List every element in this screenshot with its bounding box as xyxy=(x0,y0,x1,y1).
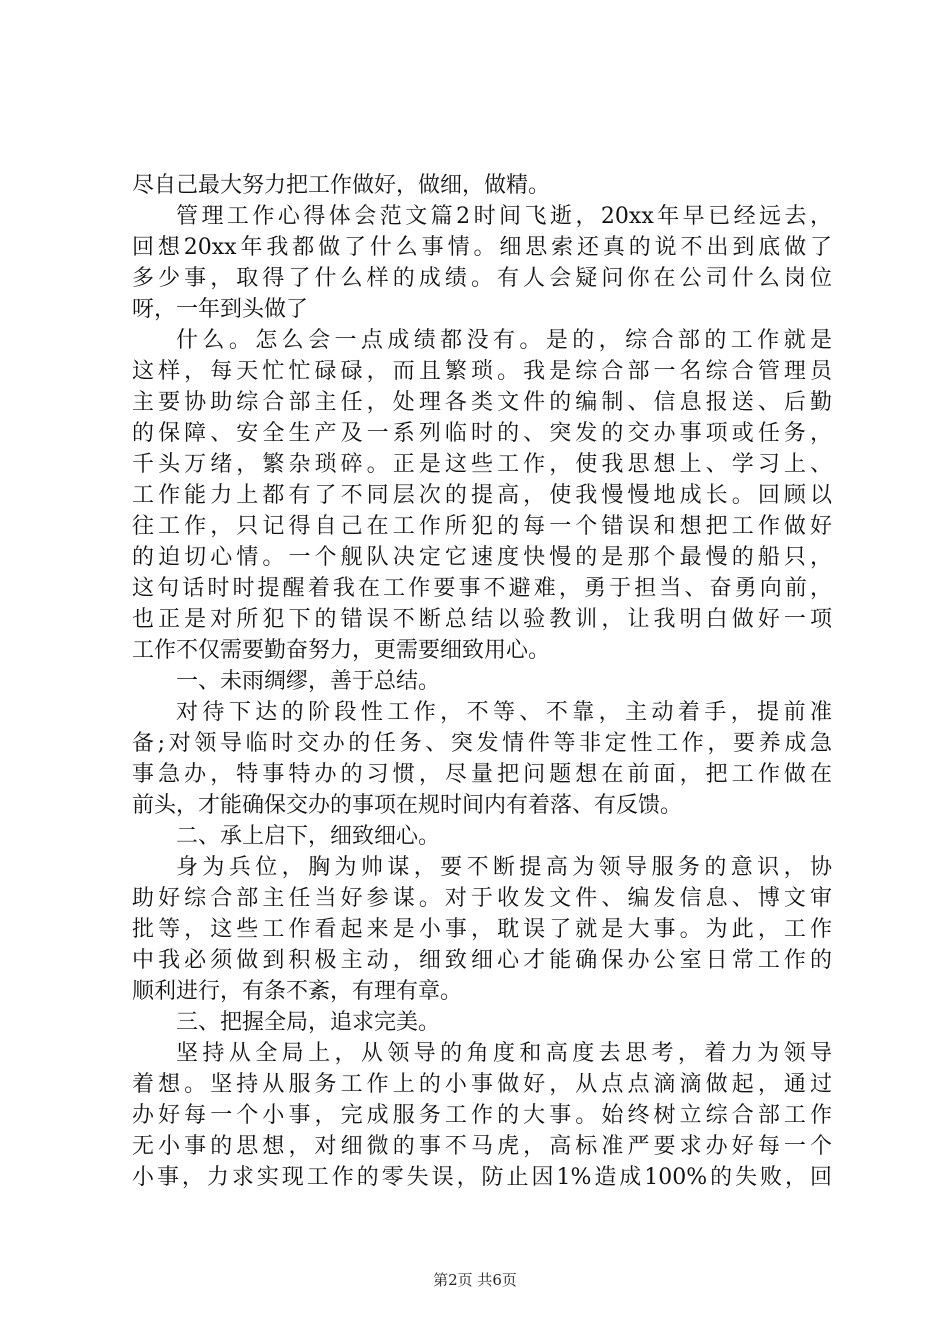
text-line: 二、承上启下，细致细心。 xyxy=(176,824,441,849)
text-line: 对待下达的阶段性工作，不等、不靠，主动着手，提前准 xyxy=(176,700,832,725)
text-line: 备;对领导临时交办的任务、突发情件等非定性工作，要养成急 xyxy=(132,731,832,756)
text-line: 呀，一年到头做了 xyxy=(132,297,309,322)
text-line: 千头万绪，繁杂琐碎。正是这些工作，使我思想上、学习上、 xyxy=(132,452,832,477)
text-line: 工作能力上都有了不同层次的提高，使我慢慢地成长。回顾以 xyxy=(132,483,832,508)
text-line: 往工作，只记得自己在工作所犯的每一个错误和想把工作做好 xyxy=(132,514,832,539)
text-line: 三、把握全局，追求完美。 xyxy=(176,1010,441,1035)
text-line: 多少事，取得了什么样的成绩。有人会疑问你在公司什么岗位 xyxy=(132,266,832,291)
text-line: 前头，才能确保交办的事项在规时间内有着落、有反馈。 xyxy=(132,793,683,818)
text-line: 事急办，特事特办的习惯，尽量把问题想在前面，把工作做在 xyxy=(132,762,832,787)
text-line: 的迫切心情。一个舰队决定它速度快慢的是那个最慢的船只， xyxy=(132,545,832,570)
text-line: 批等，这些工作看起来是小事，耽误了就是大事。为此，工作 xyxy=(132,917,832,942)
text-line: 助好综合部主任当好参谋。对于收发文件、编发信息、博文审 xyxy=(132,886,832,911)
text-line: 顺利进行，有条不紊，有理有章。 xyxy=(132,979,463,1004)
text-line: 身为兵位，胸为帅谋，要不断提高为领导服务的意识，协 xyxy=(176,855,832,880)
text-line: 着想。坚持从服务工作上的小事做好，从点点滴滴做起，通过 xyxy=(132,1072,832,1097)
text-line: 什么。怎么会一点成绩都没有。是的，综合部的工作就是 xyxy=(176,328,832,353)
text-line: 工作不仅需要勤奋努力，更需要细致用心。 xyxy=(132,638,551,663)
text-line: 办好每一个小事，完成服务工作的大事。始终树立综合部工作 xyxy=(132,1103,832,1128)
text-line: 管理工作心得体会范文篇2时间飞逝，20xx年早已经远去， xyxy=(176,204,832,229)
text-line: 一、未雨绸缪，善于总结。 xyxy=(176,669,441,694)
text-line: 的保障、安全生产及一系列临时的、突发的交办事项或任务， xyxy=(132,421,832,446)
text-line: 中我必须做到积极主动，细致细心才能确保办公室日常工作的 xyxy=(132,948,832,973)
text-line: 坚持从全局上，从领导的角度和高度去思考，着力为领导 xyxy=(176,1041,832,1066)
text-line: 这句话时时提醒着我在工作要事不避难，勇于担当、奋勇向前， xyxy=(132,576,832,601)
body-text xyxy=(132,170,832,1193)
text-line: 尽自己最大努力把工作做好，做细，做精。 xyxy=(132,173,551,198)
text-line: 这样，每天忙忙碌碌，而且繁琐。我是综合部一名综合管理员 xyxy=(132,359,832,384)
text-line: 小事，力求实现工作的零失误，防止因1%造成100%的失败，回 xyxy=(132,1165,832,1190)
text-line: 主要协助综合部主任，处理各类文件的编制、信息报送、后勤 xyxy=(132,390,832,415)
text-line: 回想20xx年我都做了什么事情。细思索还真的说不出到底做了 xyxy=(132,235,832,260)
page-footer: 第2页 共6页 xyxy=(433,1271,517,1289)
text-line: 无小事的思想，对细微的事不马虎，高标准严要求办好每一个 xyxy=(132,1134,832,1159)
text-line: 也正是对所犯下的错误不断总结以验教训，让我明白做好一项 xyxy=(132,607,832,632)
